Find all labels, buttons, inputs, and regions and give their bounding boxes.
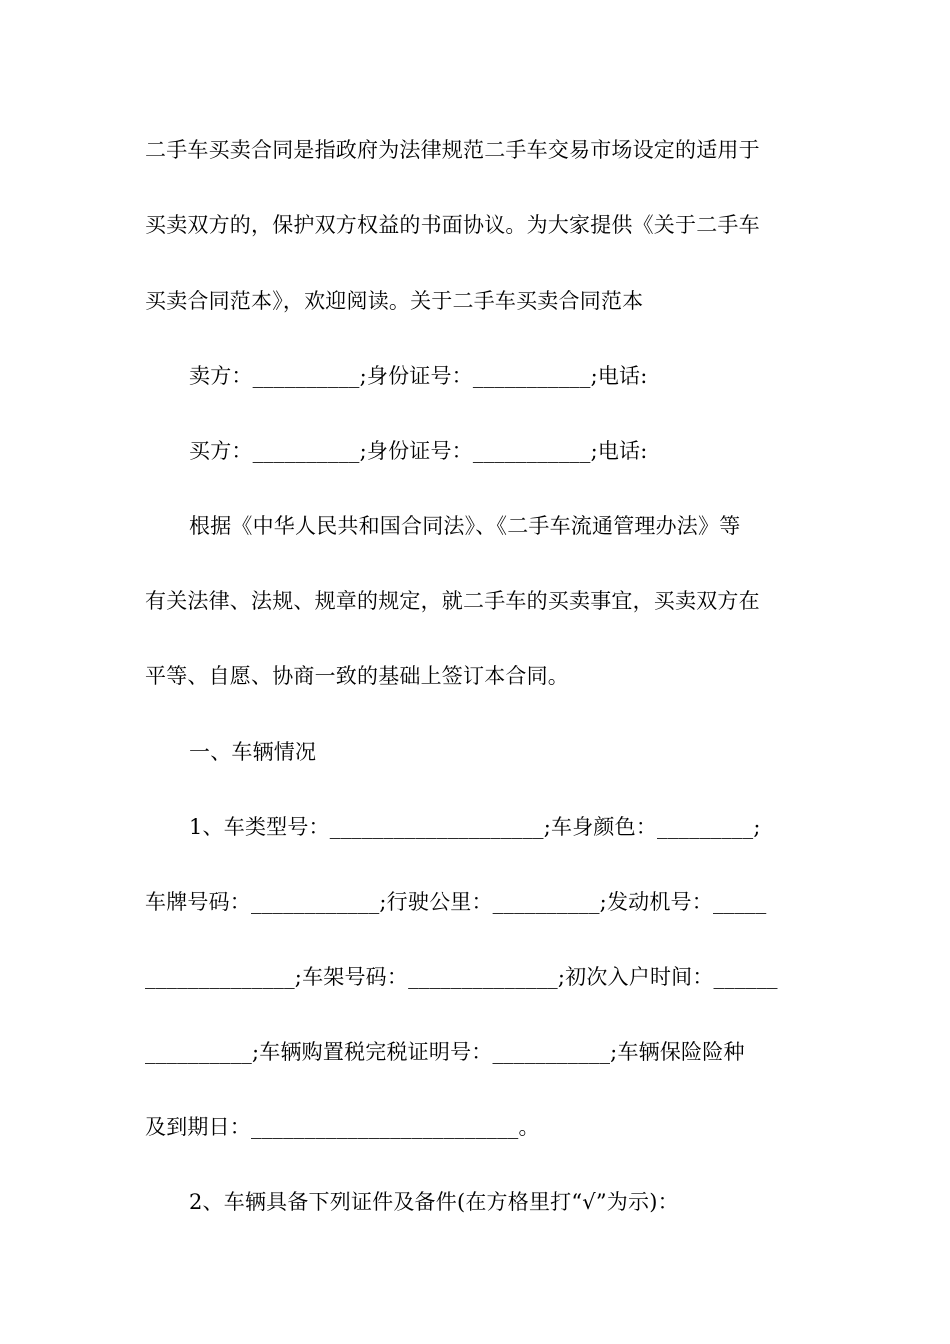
intro-line-1: 二手车买卖合同是指政府为法律规范二手车交易市场设定的适用于 xyxy=(145,138,760,162)
intro-line-3: 买卖合同范本》，欢迎阅读。关于二手车买卖合同范本 xyxy=(145,289,644,313)
vehicle-info-line-2: 车牌号码：____________;行驶公里：__________;发动机号：_____ xyxy=(145,890,767,914)
documents-heading-line: 2、车辆具备下列证件及备件(在方格里打“√”为示)： xyxy=(189,1190,679,1214)
section-heading-vehicle: 一、车辆情况 xyxy=(189,740,317,764)
legal-basis-line-3: 平等、自愿、协商一致的基础上签订本合同。 xyxy=(145,664,569,688)
vehicle-info-line-4: __________;车辆购置税完税证明号：___________;车辆保险险种 xyxy=(145,1040,745,1064)
legal-basis-line-1: 根据《中华人民共和国合同法》、《二手车流通管理办法》等 xyxy=(189,514,741,538)
buyer-info-line: 买方：__________;身份证号：___________;电话: xyxy=(189,439,648,463)
vehicle-info-line-3: ______________;车架号码：______________;初次入户时间：______ xyxy=(145,965,778,989)
legal-basis-line-2: 有关法律、法规、规章的规定，就二手车的买卖事宜，买卖双方在 xyxy=(145,589,760,613)
vehicle-info-line-1: 1、车类型号：____________________;车身颜色：_________; xyxy=(189,815,761,839)
seller-info-line: 卖方：__________;身份证号：___________;电话: xyxy=(189,364,648,388)
intro-line-2: 买卖双方的，保护双方权益的书面协议。为大家提供《关于二手车 xyxy=(145,213,760,237)
vehicle-info-line-5: 及到期日：_________________________。 xyxy=(145,1115,540,1139)
